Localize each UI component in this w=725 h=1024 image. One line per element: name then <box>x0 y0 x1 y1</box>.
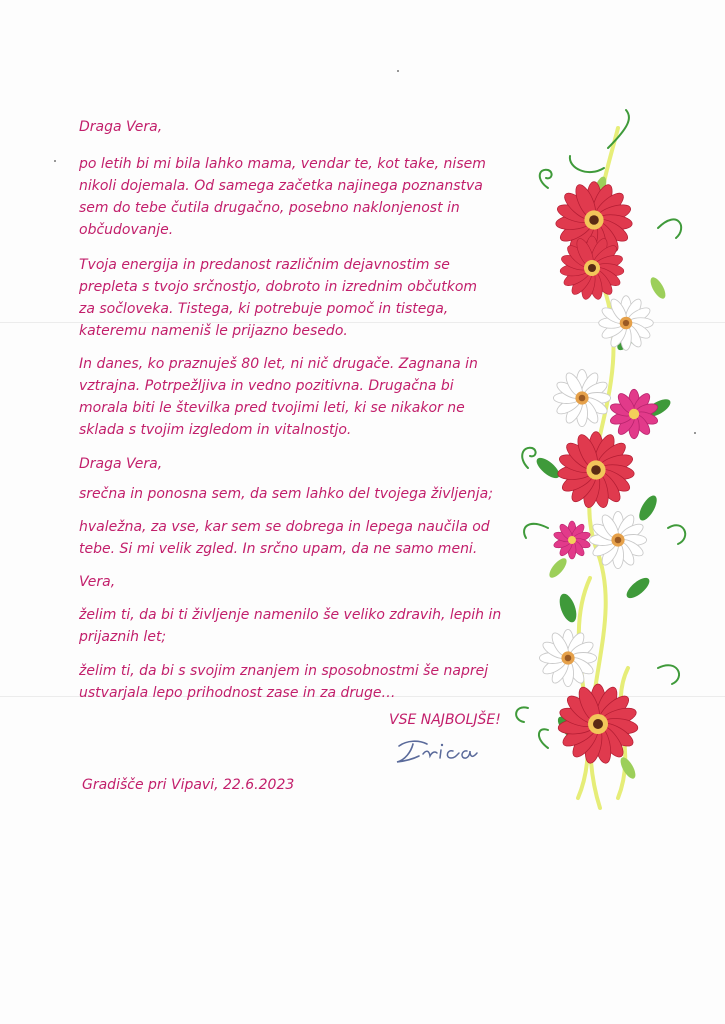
letter-paragraph: In danes, ko praznuješ 80 let, ni nič drugače. Zagnana in vztrajna. Potrpežljiva in vedno pozitivna. Drugačna bi morala biti le številka pred tvojimi leti, ki se nikakor ne sklada s tvojim izgledom in vitalnostjo. <box>79 356 478 438</box>
letter-paragraph: želim ti, da bi ti življenje namenilo še veliko zdravih, lepih in prijaznih let; <box>79 607 502 645</box>
flower-vine-icon <box>508 108 704 820</box>
letter-paragraph: po letih bi mi bila lahko mama, vendar te, kot take, nisem nikoli dojemala. Od samega začetka najinega poznanstva sem do tebe čutila drugačno, posebno naklonjenost in občudovanje. <box>79 156 486 238</box>
letter-paragraph: želim ti, da bi s svojim znanjem in sposobnostmi še naprej ustvarjala lepo prihodnost zase in za druge… <box>79 663 489 701</box>
salutation: Draga Vera, <box>79 456 163 472</box>
handwritten-signature <box>393 732 488 772</box>
letter-paragraph: Tvoja energija in predanost različnim dejavnostim se prepleta s tvojo srčnostjo, dobroto in izrednim občutkom za sočloveka. Tistega, ki potrebuje pomoč in tistega, kateremu nameniš le prijazno besedo. <box>79 257 478 339</box>
letter-paragraph: srečna in ponosna sem, da sem lahko del tvojega življenja; <box>79 486 493 502</box>
closing-line: VSE NAJBOLJŠE! <box>389 712 501 728</box>
salutation: Vera, <box>79 574 116 590</box>
paper-speck <box>397 70 399 72</box>
paper-speck <box>54 160 56 162</box>
letter-paragraph: hvaležna, za vse, kar sem se dobrega in lepega naučila od tebe. Si mi velik zgled. In srčno upam, da ne samo meni. <box>79 519 490 557</box>
salutation: Draga Vera, <box>79 119 163 135</box>
place-and-date: Gradišče pri Vipavi, 22.6.2023 <box>82 777 295 793</box>
